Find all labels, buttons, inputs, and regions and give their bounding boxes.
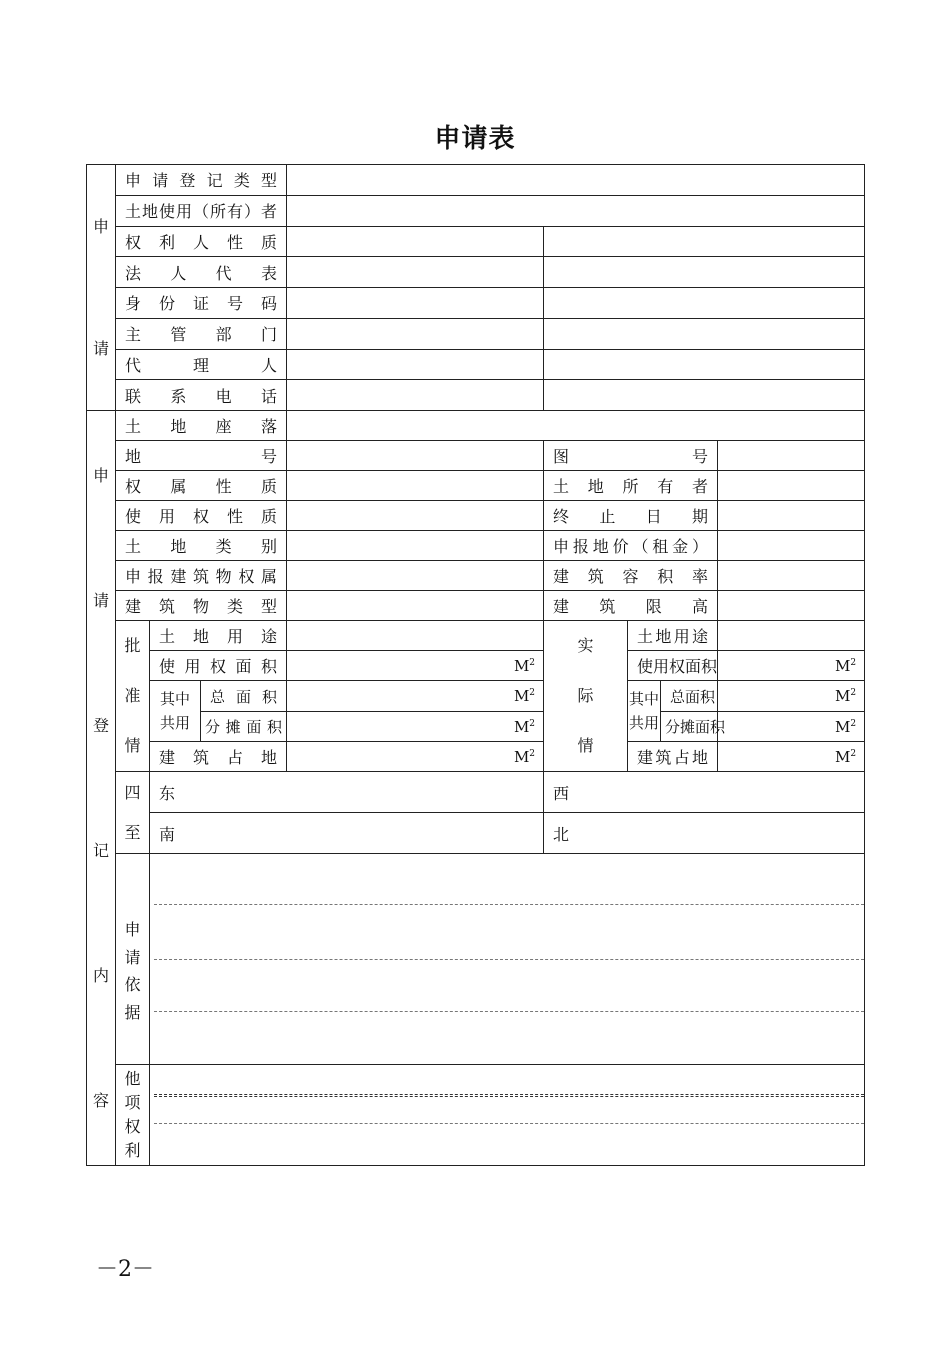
label-land-location: 土地座落: [116, 411, 287, 441]
dashed-line: [154, 1094, 864, 1095]
label-right-holder-nature: 权利人性质: [116, 226, 287, 257]
field-approved-total-area[interactable]: $M^2$: [287, 681, 544, 712]
label-height-limit: 建筑限高: [544, 591, 718, 621]
label-legal-representative: 法人代表: [116, 257, 287, 288]
label-land-category: 土地类别: [116, 531, 287, 561]
label-land-user: 土地使用（所有）者: [116, 195, 287, 226]
field-end-date[interactable]: [718, 501, 865, 531]
field-actual-use-area[interactable]: $M^2$: [718, 651, 865, 681]
label-use-right-nature: 使用权性质: [116, 501, 287, 531]
label-actual-shared-area: 分摊面积: [661, 712, 718, 742]
label-declared-price: 申报地价（租金）: [544, 531, 718, 561]
field-registration-type[interactable]: [287, 165, 865, 196]
field-building-ownership[interactable]: [287, 561, 544, 591]
label-phone: 联系电话: [116, 380, 287, 411]
label-approved-total-area: 总面积: [201, 681, 287, 712]
field-agent-extra[interactable]: [544, 349, 865, 380]
field-plot-ratio[interactable]: [718, 561, 865, 591]
label-approved-use-area: 使用权面积: [150, 651, 287, 681]
field-department-extra[interactable]: [544, 318, 865, 349]
label-end-date: 终止日期: [544, 501, 718, 531]
field-declared-price[interactable]: [718, 531, 865, 561]
field-phone-extra[interactable]: [544, 380, 865, 411]
field-north[interactable]: 北: [544, 813, 865, 854]
label-id-number: 身份证号码: [116, 288, 287, 319]
field-right-holder-nature[interactable]: [287, 226, 544, 257]
field-legal-representative-extra[interactable]: [544, 257, 865, 288]
other-rights-label: 他 项 权 利: [116, 1065, 150, 1166]
field-actual-total-area[interactable]: $M^2$: [718, 681, 865, 712]
field-approved-use-area[interactable]: $M^2$: [287, 651, 544, 681]
field-approved-building-area[interactable]: $M^2$: [287, 742, 544, 772]
field-legal-representative[interactable]: [287, 257, 544, 288]
field-approved-land-use[interactable]: [287, 621, 544, 651]
field-land-location[interactable]: [287, 411, 865, 441]
label-actual-land-use: 土地用途: [628, 621, 718, 651]
field-east[interactable]: 东: [150, 772, 544, 813]
dashed-line: [154, 959, 864, 960]
label-actual-total-area: 总面积: [661, 681, 718, 712]
approved-status-label: 批 准 情: [116, 621, 150, 772]
label-map-number: 图号: [544, 441, 718, 471]
label-building-type: 建筑物类型: [116, 591, 287, 621]
label-land-owner: 土地所有者: [544, 471, 718, 501]
label-approved-building-area: 建筑占地: [150, 742, 287, 772]
label-actual-use-area: 使用权面积: [628, 651, 718, 681]
actual-of-which-label: 其中 共用: [628, 681, 661, 742]
label-registration-type: 申请登记类型: [116, 165, 287, 196]
label-ownership-nature: 权属性质: [116, 471, 287, 501]
label-actual-building-area: 建筑占地: [628, 742, 718, 772]
field-west[interactable]: 西: [544, 772, 865, 813]
field-id-number[interactable]: [287, 288, 544, 319]
application-form: [86, 164, 865, 1166]
label-lot-number: 地号: [116, 441, 287, 471]
field-other-rights[interactable]: [150, 1065, 865, 1166]
field-land-category[interactable]: [287, 531, 544, 561]
label-approved-land-use: 土地用途: [150, 621, 287, 651]
applicant-section-label: 申 请: [87, 165, 116, 411]
field-use-right-nature[interactable]: [287, 501, 544, 531]
field-right-holder-nature-extra[interactable]: [544, 226, 865, 257]
field-actual-shared-area[interactable]: $M^2$: [718, 712, 865, 742]
dashed-line: [154, 1123, 864, 1124]
field-phone[interactable]: [287, 380, 544, 411]
form-title: 申请表: [434, 124, 516, 154]
field-agent[interactable]: [287, 349, 544, 380]
actual-status-label: 实 际 情: [544, 621, 628, 772]
field-actual-land-use[interactable]: [718, 621, 865, 651]
field-approved-shared-area[interactable]: $M^2$: [287, 712, 544, 742]
field-department[interactable]: [287, 318, 544, 349]
field-building-type[interactable]: [287, 591, 544, 621]
label-plot-ratio: 建筑容积率: [544, 561, 718, 591]
field-map-number[interactable]: [718, 441, 865, 471]
field-height-limit[interactable]: [718, 591, 865, 621]
label-agent: 代理人: [116, 349, 287, 380]
approved-of-which-label: 其中 共用: [150, 681, 201, 742]
field-id-number-extra[interactable]: [544, 288, 865, 319]
label-approved-shared-area: 分摊面积: [201, 712, 287, 742]
application-basis-label: 申 请 依 据: [116, 854, 150, 1065]
dashed-line: [154, 1011, 864, 1012]
boundaries-label: 四 至: [116, 772, 150, 854]
field-actual-building-area[interactable]: $M^2$: [718, 742, 865, 772]
page-number: －2－: [96, 1257, 154, 1282]
field-land-owner[interactable]: [718, 471, 865, 501]
dashed-line: [154, 904, 864, 905]
field-ownership-nature[interactable]: [287, 471, 544, 501]
dashed-line: [154, 1096, 864, 1097]
field-land-user[interactable]: [287, 195, 865, 226]
label-building-ownership: 申报建筑物权属: [116, 561, 287, 591]
label-department: 主管部门: [116, 318, 287, 349]
field-application-basis[interactable]: [150, 854, 865, 1065]
registration-content-section-label: 申 请 登 记 内 容: [87, 411, 116, 1166]
field-lot-number[interactable]: [287, 441, 544, 471]
field-south[interactable]: 南: [150, 813, 544, 854]
